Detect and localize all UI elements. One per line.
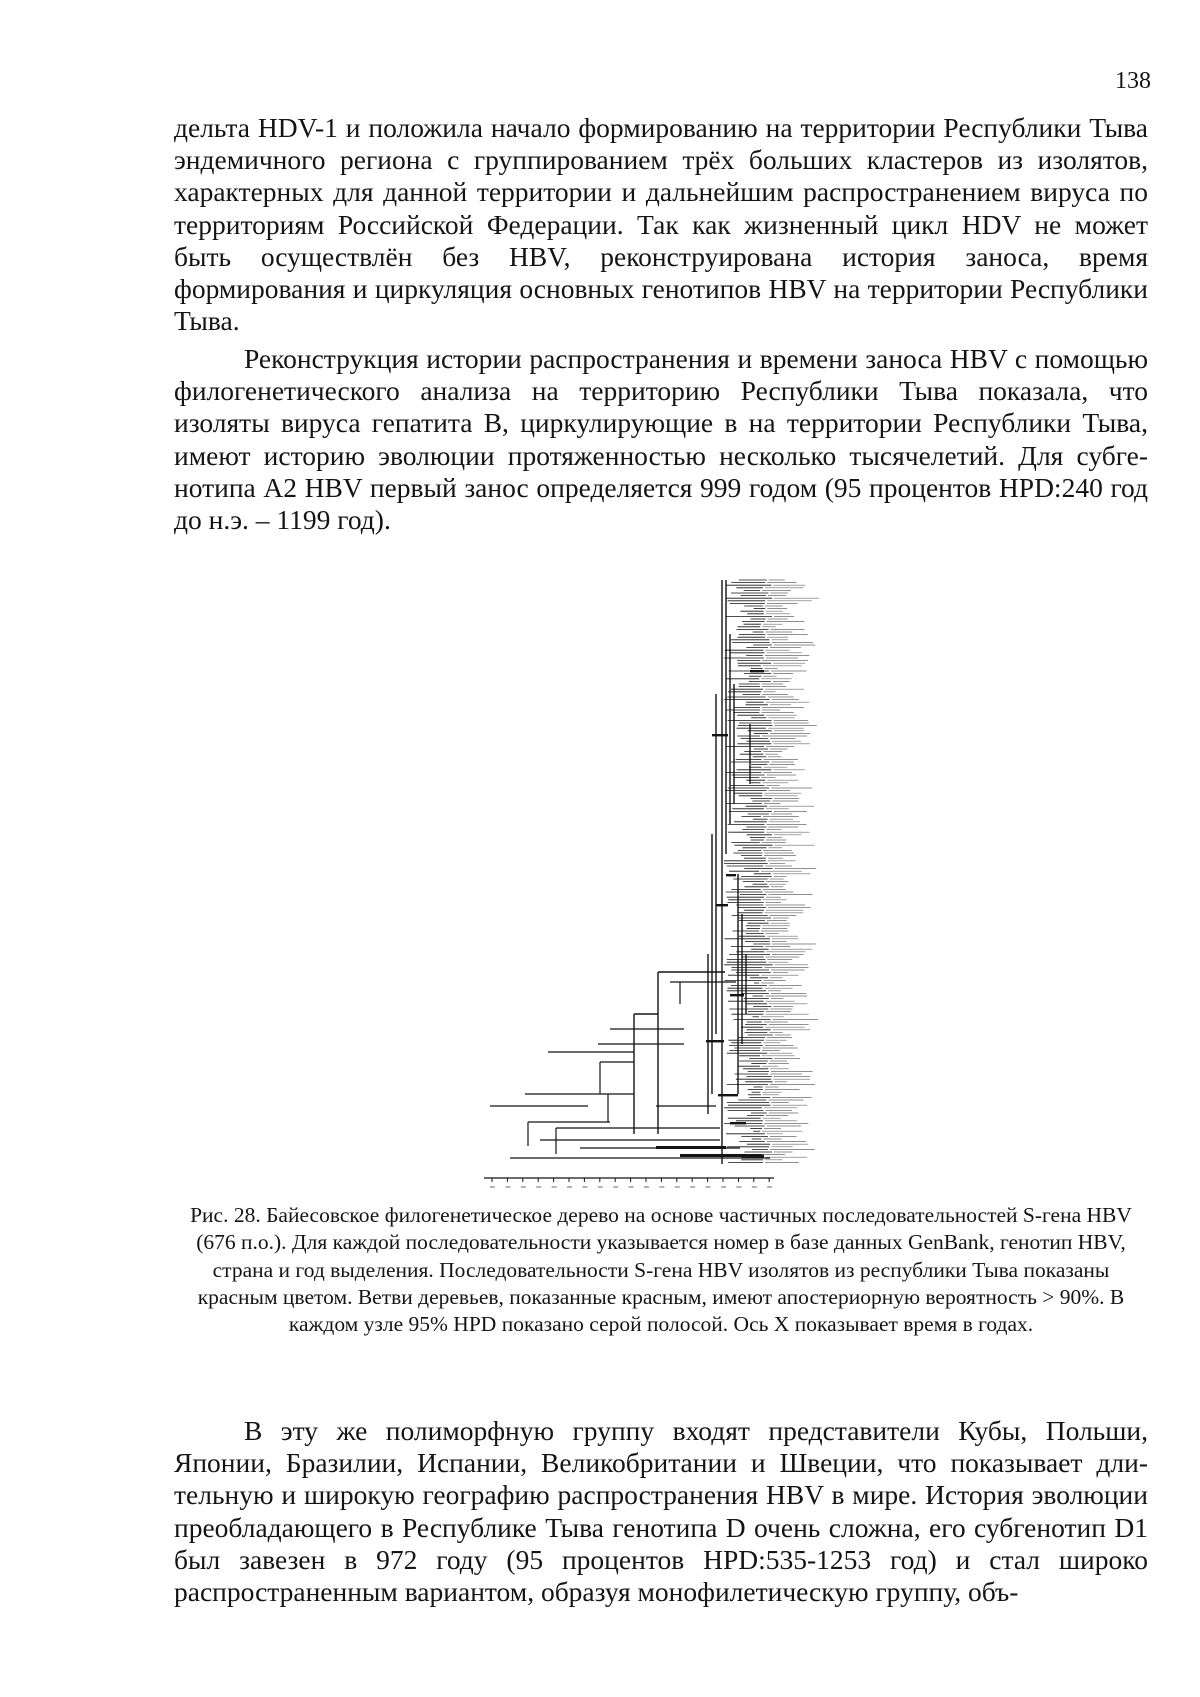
hpd-bars: [656, 670, 764, 1157]
leaf-labels: [761, 580, 819, 1162]
time-axis: [484, 1178, 774, 1187]
figure-caption: Рис. 28. Байесовское филогенетическое дерево на основе частичных последовательностей S-гена HBV (676 п.о.). Для каждой последовательности указывается номер в базе данных GenBank, генотип HBV, страна и год выделения. Последовательности S-гена HBV изолятов из республики Тыва показаны красным цветом. Ветви деревьев, показанные красным, имеют апостериорную вероятность > 90%. В каждом узле 95% HPD показано серой полосой. Ось X показывает время в годах.: [190, 1203, 1132, 1337]
phylogenetic-tree-figure: [480, 574, 890, 1194]
hpd-bar: [718, 1094, 738, 1096]
tree-branches: [490, 580, 773, 1164]
page-number: 138: [1115, 68, 1151, 94]
body-paragraph-1: дельта HDV-1 и положила начало формированию на территории Республики Тыва эндемичного региона с группированием трёх больших кластеров из изолятов, характерных для данной территории и дальнейшим распространением вируса по территориям Российской Федерации. Так как жизненный цикл HDV не может быть осуществлён без HBV, реконструирована история заноса, время формирования и циркуляция основных генотипов HBV на территории Республики Тыва.: [174, 112, 1148, 337]
hpd-bar: [706, 1040, 724, 1042]
phylogenetic-tree: [480, 574, 890, 1194]
hpd-bar: [726, 874, 736, 876]
body-paragraph-3: В эту же полиморфную группу входят представители Кубы, Польши, Японии, Бразилии, Испании, Великобритании и Швеции, что показывает длительную и широкую географию распространения HBV в мире. История эволюции преобладающего в Республике Тыва генотипа D очень сложна, его субгенотип D1 был завезен в 972 году (95 процентов HPD:535-1253 год) и стал широко распространенным вариантом, образуя монофилетическую группу, объ-: [174, 1415, 1148, 1608]
body-paragraph-2: Реконструкция истории распространения и времени заноса HBV с помощью филогенетического анализа на территорию Республики Тыва показала, что изоляты вируса гепатита В, циркулирующие в на территории Республики Тыва, имеют историю эволюции протяженностью несколько тысячелетий. Для субгенотипа А2 HBV первый занос определяется 999 годом (95 процентов HPD:240 год до н.э. – 1199 год).: [174, 343, 1148, 536]
